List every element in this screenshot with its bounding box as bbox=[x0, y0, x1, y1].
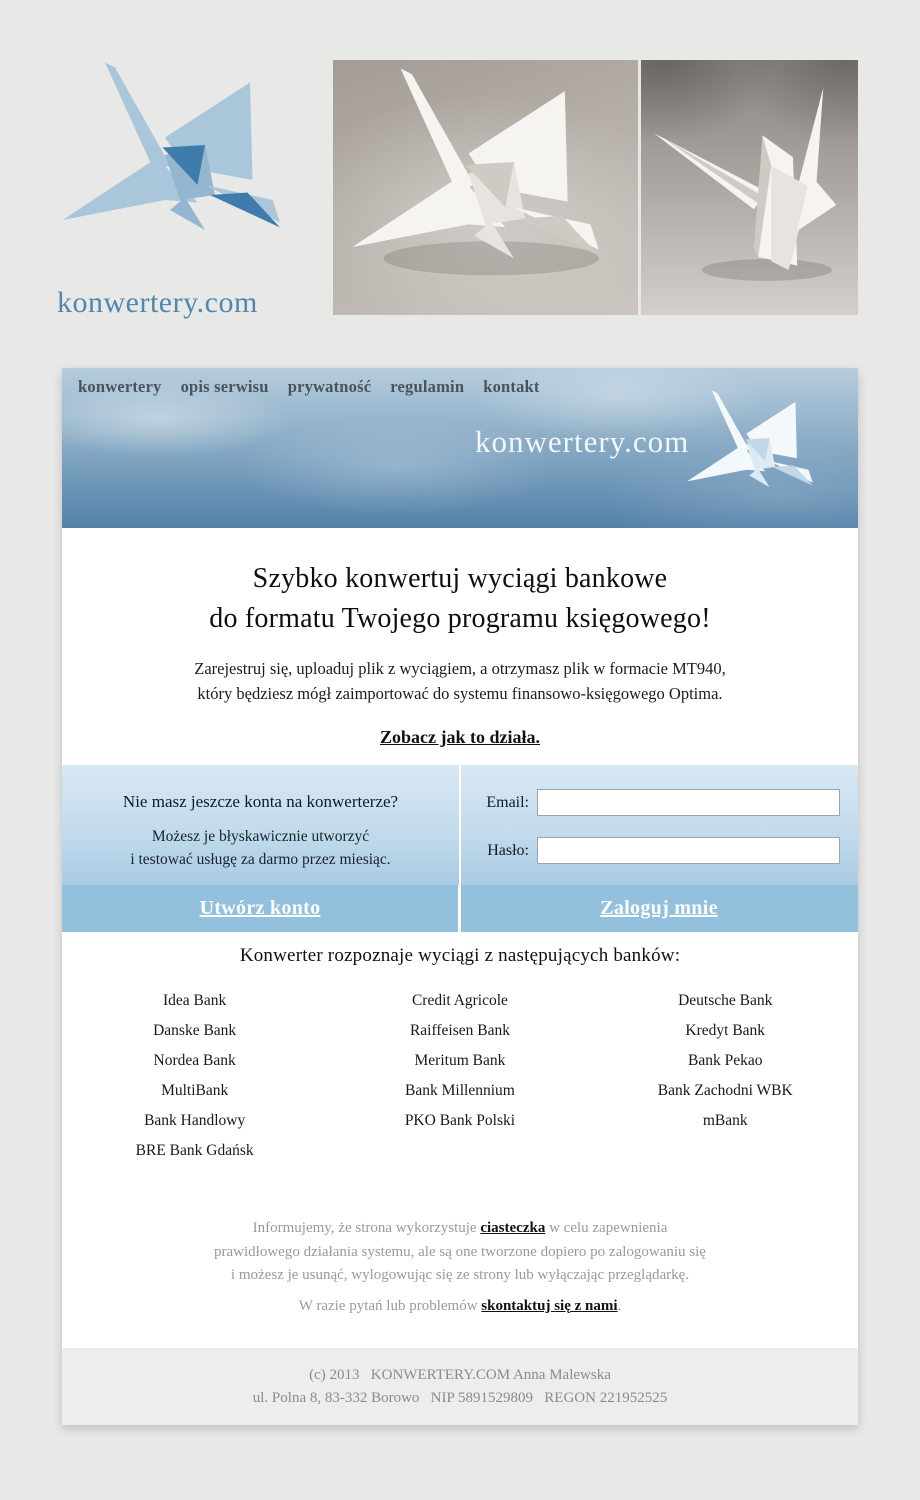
bank-item: Bank Millennium bbox=[405, 1082, 515, 1099]
contact-notice: W razie pytań lub problemów skontaktuj się z nami. bbox=[298, 1297, 622, 1314]
bank-columns bbox=[62, 990, 858, 1170]
nav-item-opis-serwisu[interactable]: opis serwisu bbox=[180, 377, 269, 396]
password-label: Hasło: bbox=[487, 841, 529, 859]
bank-item: Bank Pekao bbox=[688, 1052, 763, 1069]
crane-photo-1 bbox=[333, 60, 638, 315]
logo-text: konwertery.com bbox=[57, 286, 258, 319]
footer-copyright: (c) 2013 KONWERTERY.COM Anna Malewska bbox=[309, 1367, 611, 1383]
origami-crane-logo-icon bbox=[40, 55, 320, 280]
logo-block bbox=[40, 55, 325, 320]
create-account-button[interactable]: Utwórz konto bbox=[199, 897, 321, 919]
banks-heading: Konwerter rozpoznaje wyciągi z następujących banków: bbox=[239, 945, 681, 966]
create-account-cell bbox=[62, 885, 458, 932]
password-input[interactable] bbox=[537, 837, 840, 864]
bank-item: Credit Agricole bbox=[411, 992, 508, 1009]
bank-column-1 bbox=[62, 990, 327, 1170]
nav-item-regulamin[interactable]: regulamin bbox=[390, 377, 465, 396]
origami-crane-photo2-icon bbox=[641, 60, 858, 315]
banks-section bbox=[62, 932, 858, 1348]
page-title-line1: Szybko konwertuj wyciągi bankowe bbox=[252, 563, 668, 594]
bank-item: Deutsche Bank bbox=[678, 992, 773, 1009]
account-section bbox=[62, 765, 858, 885]
footer bbox=[62, 1348, 858, 1425]
bank-item: Meritum Bank bbox=[414, 1052, 506, 1069]
page-title-line2: do formatu Twojego programu księgowego! bbox=[209, 603, 711, 634]
origami-crane-photo1-icon bbox=[333, 60, 638, 315]
login-button[interactable]: Zaloguj mnie bbox=[600, 897, 718, 919]
cookies-link[interactable]: ciasteczka bbox=[480, 1220, 546, 1236]
email-label: Email: bbox=[486, 793, 529, 811]
banner-title: konwertery.com bbox=[475, 424, 690, 459]
main-card bbox=[62, 368, 858, 1425]
action-bar bbox=[62, 885, 858, 932]
contact-link[interactable]: skontaktuj się z nami bbox=[481, 1297, 618, 1314]
login-cell bbox=[461, 885, 857, 932]
bank-item: Raiffeisen Bank bbox=[409, 1022, 510, 1039]
footer-address: ul. Polna 8, 83-332 Borowo NIP 5891529809 REGON 221952525 bbox=[252, 1390, 668, 1406]
bank-column-2 bbox=[327, 990, 592, 1170]
bank-item: Kredyt Bank bbox=[685, 1022, 766, 1039]
bank-item: Danske Bank bbox=[153, 1022, 237, 1039]
page-title bbox=[62, 559, 858, 639]
bank-item: Idea Bank bbox=[163, 992, 227, 1009]
header-banner bbox=[62, 368, 858, 528]
demo-link[interactable]: Zobacz jak to działa. bbox=[380, 727, 540, 747]
signup-panel bbox=[62, 765, 459, 885]
hero-section bbox=[62, 528, 858, 765]
bank-item: Nordea Bank bbox=[153, 1052, 236, 1069]
login-panel bbox=[461, 765, 858, 885]
hero-description: Zarejestruj się, uploaduj plik z wyciągiem, a otrzymasz plik w formacie MT940, który będziesz mógł zaimportować do systemu finansowo-księgowego Optima. bbox=[194, 659, 726, 703]
nav-item-prywatnosc[interactable]: prywatność bbox=[287, 377, 372, 396]
main-nav bbox=[62, 368, 858, 397]
bank-item: PKO Bank Polski bbox=[404, 1112, 516, 1129]
bank-item: Bank Zachodni WBK bbox=[657, 1082, 793, 1099]
bank-item: BRE Bank Gdańsk bbox=[135, 1142, 254, 1159]
cookie-notice: Informujemy, że strona wykorzystuje ciasteczka w celu zapewnienia prawidłowego działania systemu, ale są one tworzone dopiero po zalogowaniu się i możesz je usunąć, wylogowując się ze strony lub wyłączając przeglądarkę. bbox=[214, 1220, 706, 1283]
nav-item-kontakt[interactable]: kontakt bbox=[483, 377, 540, 396]
crane-photo-2 bbox=[641, 60, 858, 315]
signup-question: Nie masz jeszcze konta na konwerterze? bbox=[122, 792, 399, 811]
signup-info: Możesz je błyskawicznie utworzyć i testować usługę za darmo przez miesiąc. bbox=[130, 828, 391, 868]
email-input[interactable] bbox=[537, 789, 840, 816]
bank-item: Bank Handlowy bbox=[144, 1112, 246, 1129]
bank-item: mBank bbox=[702, 1112, 748, 1129]
bank-column-3 bbox=[593, 990, 858, 1170]
bank-item: MultiBank bbox=[161, 1082, 229, 1099]
nav-item-konwertery[interactable]: konwertery bbox=[78, 377, 162, 396]
